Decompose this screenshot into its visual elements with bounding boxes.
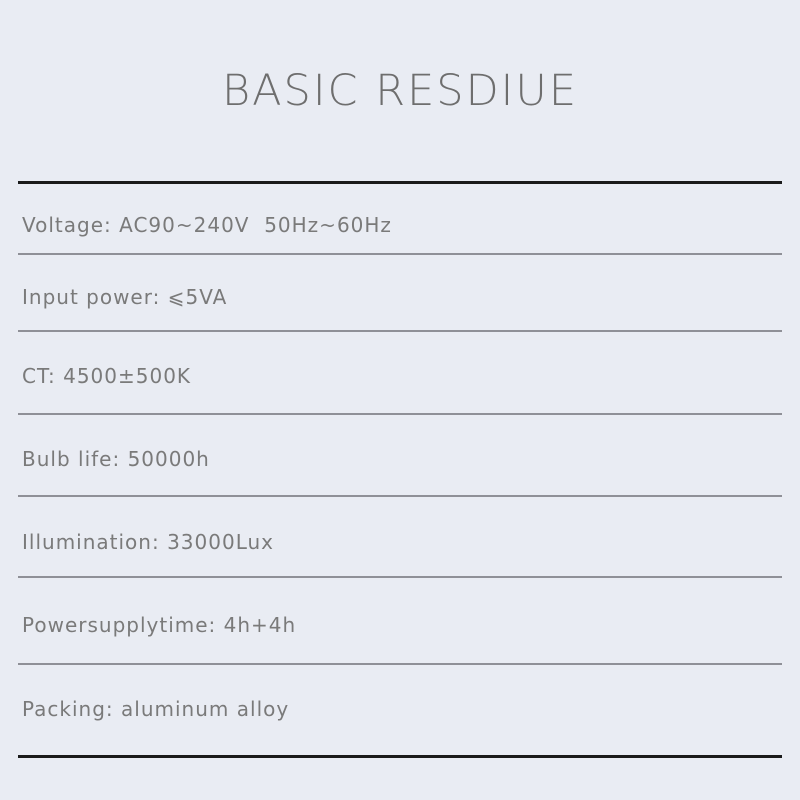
spec-power-supply-time [22, 613, 296, 637]
spec-label: Input power: [22, 285, 161, 309]
spec-value: ⩽5VA [167, 285, 228, 309]
spec-label: Packing: [22, 697, 114, 721]
spec-value: 4h+4h [223, 613, 297, 637]
top-divider [18, 181, 782, 184]
spec-input-power [22, 285, 227, 309]
row-divider [18, 576, 782, 578]
spec-value: 4500±500K [63, 364, 192, 388]
row-divider [18, 495, 782, 497]
spec-illumination [22, 530, 274, 554]
spec-label: CT: [22, 364, 56, 388]
spec-value: 50000h [127, 447, 210, 471]
spec-value: aluminum alloy [121, 697, 290, 721]
row-divider [18, 663, 782, 665]
spec-value: 33000Lux [167, 530, 275, 554]
row-divider [18, 413, 782, 415]
spec-value: AC90~240V 50Hz~60Hz [119, 213, 392, 237]
spec-bulb-life [22, 447, 210, 471]
spec-label: Bulb life: [22, 447, 121, 471]
spec-label: Illumination: [22, 530, 160, 554]
row-divider [18, 330, 782, 332]
spec-packing [22, 697, 289, 721]
page-title: BASIC RESDIUE [221, 66, 579, 116]
bottom-divider [18, 755, 782, 758]
spec-label: Voltage: [22, 213, 112, 237]
spec-label: Powersupplytime: [22, 613, 217, 637]
spec-ct [22, 364, 191, 388]
row-divider [18, 253, 782, 255]
spec-voltage [22, 213, 392, 237]
